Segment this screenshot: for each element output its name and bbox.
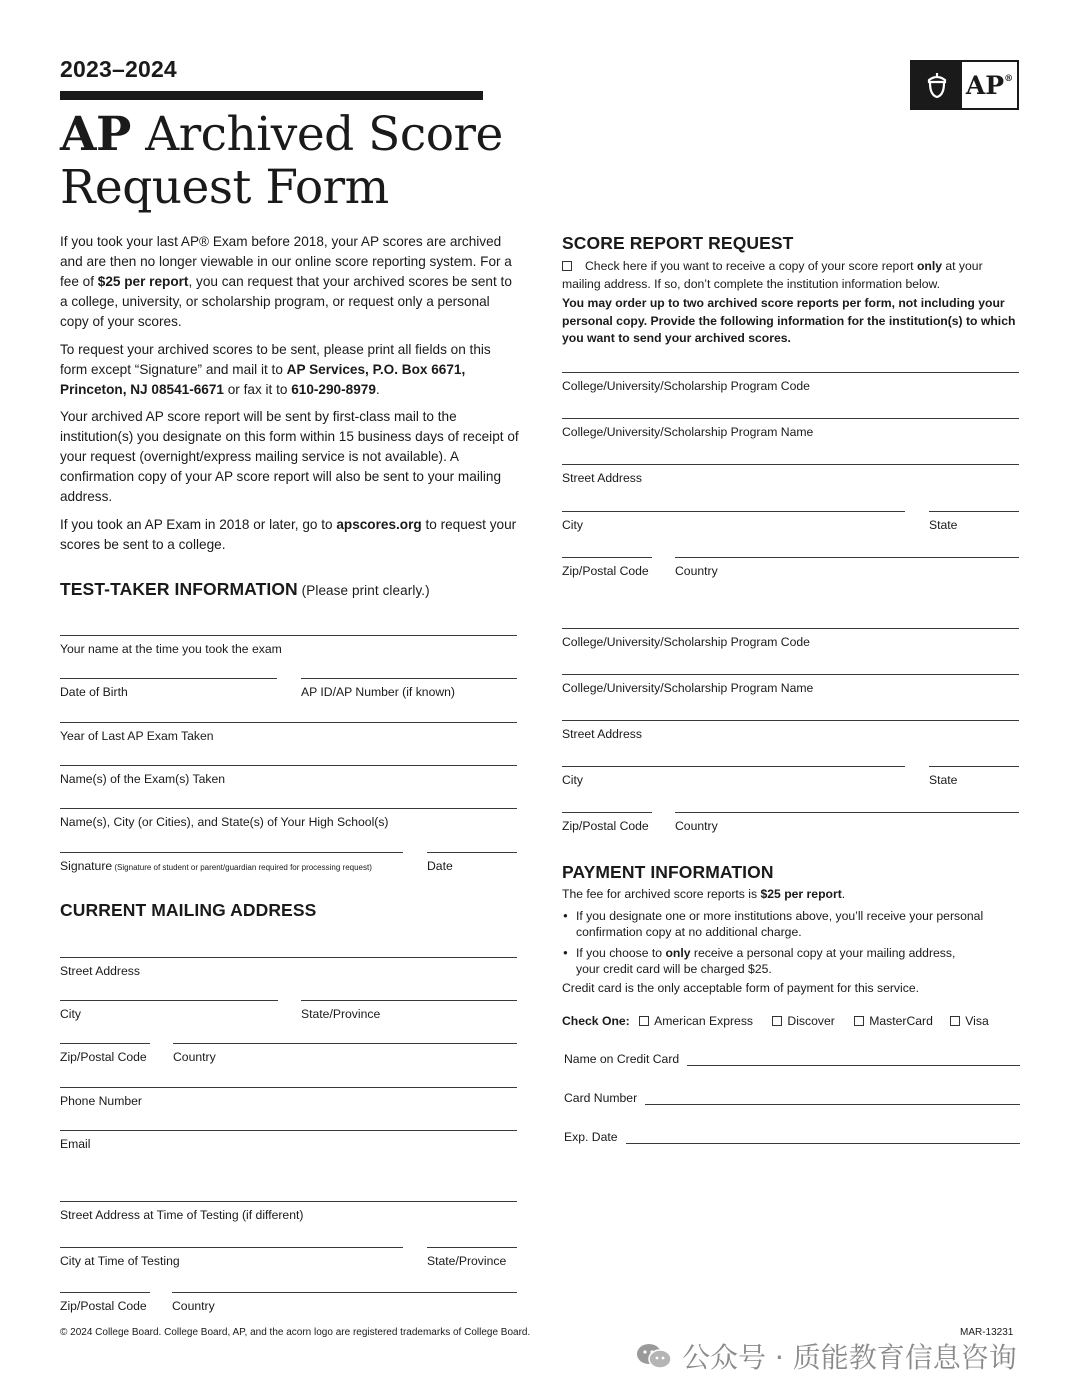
inst1-program-code-field[interactable]: College/University/Scholarship Program Code — [562, 372, 1019, 393]
order-limit-note: You may order up to two archived score reports per form, not including your personal copy. Provide the following information for the institution(s) to which you want to send your archived scores. — [562, 296, 1016, 345]
intro-p4: If you took an AP Exam in 2018 or later, go to apscores.org to request your scores be sent to a college. — [60, 517, 517, 552]
inst2-program-name-field[interactable]: College/University/Scholarship Program Name — [562, 674, 1019, 695]
inst2-zip-field[interactable]: Zip/Postal Code — [562, 812, 652, 833]
inst1-zip-field[interactable]: Zip/Postal Code — [562, 557, 652, 578]
ap-logo — [910, 60, 1019, 110]
email-field[interactable]: Email — [60, 1130, 517, 1151]
high-school-field[interactable]: Name(s), City (or Cities), and State(s) of Your High School(s) — [60, 808, 517, 829]
exp-date-field[interactable]: Exp. Date — [564, 1130, 1020, 1144]
mastercard-option[interactable]: MasterCard — [854, 1014, 933, 1028]
visa-checkbox[interactable] — [950, 1016, 960, 1026]
fee-note: The fee for archived score reports is $25 per report. — [562, 887, 846, 901]
mastercard-checkbox[interactable] — [854, 1016, 864, 1026]
street-testing-field[interactable]: Street Address at Time of Testing (if different) — [60, 1201, 517, 1222]
acorn-icon — [912, 62, 962, 108]
inst2-country-field[interactable]: Country — [675, 812, 1019, 833]
discover-checkbox[interactable] — [772, 1016, 782, 1026]
card-type-options: Check One: American Express Discover MasterCard Visa — [562, 1014, 989, 1028]
discover-option[interactable]: Discover — [772, 1014, 834, 1028]
payment-heading: PAYMENT INFORMATION — [562, 862, 774, 882]
credit-card-note: Credit card is the only acceptable form of payment for this service. — [562, 981, 919, 995]
signature-field[interactable]: Signature (Signature of student or parent/guardian required for processing request) — [60, 852, 403, 873]
ap-logo-text: AP ® — [965, 70, 1014, 100]
zip-testing-field[interactable]: Zip/Postal Code — [60, 1292, 150, 1313]
visa-option[interactable]: Visa — [950, 1014, 989, 1028]
intro-p2: To request your archived scores to be sent, please print all fields on this form except “Signature” and mail it to AP Services, P.O. Box 6671, Princeton, NJ 08541-6671 or fax it to 610-290-8979. — [60, 342, 491, 397]
state-testing-field[interactable]: State/Province — [427, 1247, 517, 1268]
zip-field[interactable]: Zip/Postal Code — [60, 1043, 150, 1064]
bullet-institution-copy: ● If you designate one or more institutions above, you’ll receive your personal confirmation copy at no additional charge. — [576, 908, 1016, 940]
mailing-heading: CURRENT MAILING ADDRESS — [60, 900, 317, 920]
form-title: AP Archived Score Request Form — [60, 107, 503, 215]
inst1-street-field[interactable]: Street Address — [562, 464, 1019, 485]
date-field[interactable]: Date — [427, 852, 517, 873]
card-number-field[interactable]: Card Number — [564, 1091, 1020, 1105]
year-last-exam-field[interactable]: Year of Last AP Exam Taken — [60, 722, 517, 743]
inst2-state-field[interactable]: State — [929, 766, 1019, 787]
inst1-country-field[interactable]: Country — [675, 557, 1019, 578]
intro-p1: If you took your last AP® Exam before 2018, your AP scores are archived and are then no longer viewable in our online score reporting system. For a fee of $25 per report, you can request that your archived scores be sent to a college, university, or scholarship program, or request only a personal copy of your scores. — [60, 234, 512, 329]
state-province-field[interactable]: State/Province — [301, 1000, 517, 1021]
intro-p3: Your archived AP score report will be sent by first-class mail to the institution(s) you designate on this form within 15 business days of receipt of your request (overnight/express mailing service is not available). A confirmation copy of your AP score report will also be sent to your mailing address. — [60, 409, 519, 504]
street-address-field[interactable]: Street Address — [60, 957, 517, 978]
score-report-heading: SCORE REPORT REQUEST — [562, 233, 794, 253]
phone-field[interactable]: Phone Number — [60, 1087, 517, 1108]
inst2-program-code-field[interactable]: College/University/Scholarship Program Code — [562, 628, 1019, 649]
inst2-city-field[interactable]: City — [562, 766, 905, 787]
city-field[interactable]: City — [60, 1000, 278, 1021]
inst1-state-field[interactable]: State — [929, 511, 1019, 532]
exams-taken-field[interactable]: Name(s) of the Exam(s) Taken — [60, 765, 517, 786]
country-field[interactable]: Country — [173, 1043, 517, 1064]
personal-copy-checkbox[interactable] — [562, 261, 572, 271]
inst1-city-field[interactable]: City — [562, 511, 905, 532]
year-rule — [60, 91, 483, 100]
country-testing-field[interactable]: Country — [172, 1292, 517, 1313]
copyright-footer: © 2024 College Board. College Board, AP, and the acorn logo are registered trademarks of College Board. — [60, 1327, 531, 1338]
name-on-card-field[interactable]: Name on Credit Card — [564, 1052, 1020, 1066]
inst2-street-field[interactable]: Street Address — [562, 720, 1019, 741]
bullet-personal-copy: ● If you choose to only receive a personal copy at your mailing address, your credit card will be charged $25. — [576, 945, 976, 977]
ap-id-field[interactable]: AP ID/AP Number (if known) — [301, 678, 517, 699]
form-code: MAR-13231 — [960, 1327, 1014, 1338]
form-year: 2023–2024 — [60, 56, 177, 82]
wechat-icon — [636, 1342, 672, 1370]
amex-option[interactable]: American Express — [639, 1014, 753, 1028]
intro-text — [60, 232, 520, 332]
test-taker-heading: TEST-TAKER INFORMATION (Please print clearly.) — [60, 579, 430, 599]
city-testing-field[interactable]: City at Time of Testing — [60, 1247, 403, 1268]
amex-checkbox[interactable] — [639, 1016, 649, 1026]
personal-copy-option: Check here if you want to receive a copy of your score report only at your mailing address. If so, don’t complete the institution information below. — [562, 259, 983, 291]
watermark: 公众号 · 质能教育信息咨询 — [636, 1336, 1017, 1376]
dob-field[interactable]: Date of Birth — [60, 678, 277, 699]
inst1-program-name-field[interactable]: College/University/Scholarship Program Name — [562, 418, 1019, 439]
name-field[interactable]: Your name at the time you took the exam — [60, 635, 517, 656]
